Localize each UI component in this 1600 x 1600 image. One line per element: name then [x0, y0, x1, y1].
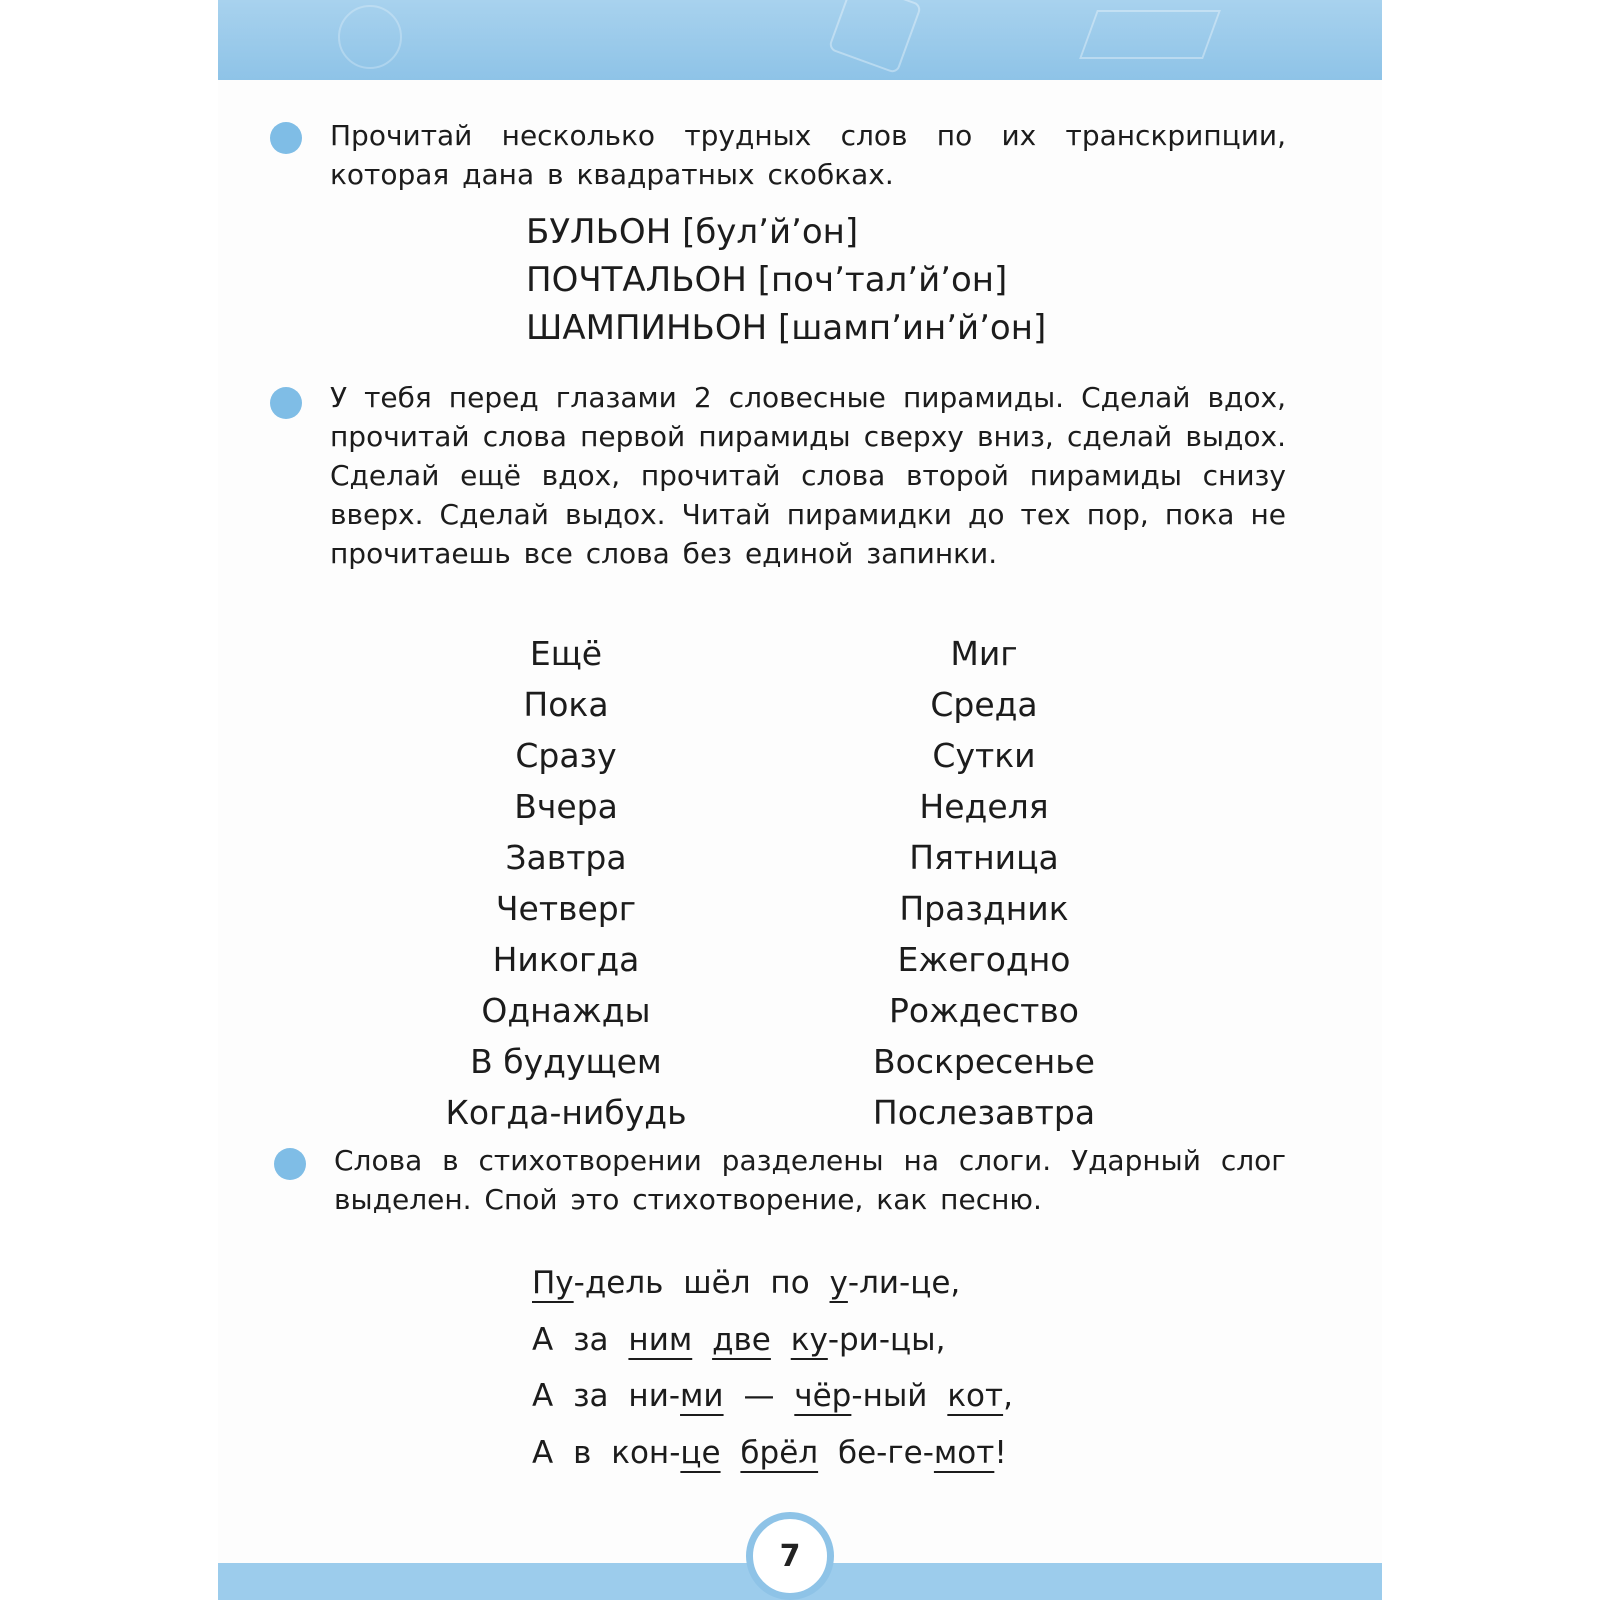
page-number: 7	[746, 1512, 834, 1600]
pyramid-word: Вчера	[514, 787, 618, 826]
pyramid-word: Сутки	[932, 736, 1036, 775]
pyramid-word: Рождество	[889, 991, 1079, 1030]
stressed-syllable: ку	[790, 1321, 828, 1358]
pyramid-word: Однажды	[481, 991, 651, 1030]
stressed-syllable: ми	[680, 1378, 724, 1414]
poem-word	[740, 1435, 818, 1471]
task1-instruction: Прочитай несколько трудных слов по их транскрипции, которая дана в квадратных скобках.	[330, 119, 1286, 191]
bullet-dot-task2	[270, 387, 302, 419]
poem-word	[712, 1322, 771, 1358]
task3-instruction: Слова в стихотворении разделены на слоги. Ударный слог выделен. Спой это стихотворение, как песню.	[334, 1144, 1286, 1216]
stressed-syllable: мот	[933, 1434, 995, 1471]
poem-line	[532, 1368, 1013, 1425]
stressed-syllable: кот	[947, 1378, 1004, 1414]
stressed-syllable: чёр	[794, 1378, 852, 1414]
poem-word: у-ли-це,	[829, 1265, 961, 1301]
poem-word: А	[532, 1378, 554, 1414]
textbook-page	[218, 0, 1382, 1600]
bullet-dot-task1	[270, 122, 302, 154]
poem	[532, 1255, 1013, 1481]
pyramid-word: Никогда	[492, 940, 640, 979]
poem-word: Пу-дель	[532, 1265, 664, 1301]
pyramid-word: Послезавтра	[872, 1093, 1096, 1132]
pyramid-word: Когда-нибудь	[445, 1093, 687, 1132]
stressed-syllable: две	[712, 1321, 771, 1358]
transcription-word: ПОЧТАЛЬОН [поч’тал’й’он]	[526, 260, 1008, 300]
stressed-syllable: у	[829, 1265, 848, 1301]
poem-line	[532, 1425, 1013, 1482]
poem-word: А	[532, 1321, 554, 1358]
transcription-word: БУЛЬОН [бул’й’он]	[526, 212, 859, 252]
pyramid-word: Пятница	[909, 838, 1059, 877]
pyramid-word: Среда	[930, 685, 1038, 724]
poem-word: за	[573, 1378, 609, 1414]
poem-word: ни-ми	[628, 1378, 724, 1414]
pyramid-word: В будущем	[470, 1042, 662, 1081]
poem-word: чёр-ный	[794, 1378, 928, 1414]
pyramid-word: Миг	[950, 634, 1018, 673]
poem-word: по	[770, 1265, 810, 1301]
pyramid-word: Четверг	[495, 889, 637, 928]
transcription-list	[526, 208, 1046, 352]
poem-word: шёл	[683, 1265, 751, 1301]
bullet-dot-task3	[274, 1148, 306, 1180]
stressed-syllable: це	[680, 1434, 721, 1471]
poem-word: за	[573, 1321, 609, 1358]
word-pyramid-left	[366, 628, 766, 1138]
poem-line	[532, 1255, 1013, 1312]
poem-word: кот,	[947, 1378, 1013, 1414]
pyramid-word: Праздник	[899, 889, 1069, 928]
poem-word: в	[573, 1434, 592, 1471]
stressed-syllable: ним	[628, 1321, 693, 1358]
stressed-syllable: Пу	[532, 1265, 574, 1301]
pyramid-word: Ещё	[529, 634, 603, 673]
poem-word	[628, 1322, 692, 1358]
pyramid-word: Сразу	[515, 736, 617, 775]
poem-word: ку-ри-цы,	[790, 1321, 946, 1358]
pyramid-word: Воскресенье	[873, 1042, 1095, 1081]
pyramid-word: Завтра	[505, 838, 627, 877]
transcription-word: ШАМПИНЬОН [шамп’ин’й’он]	[526, 308, 1047, 348]
task2-instruction: У тебя перед глазами 2 словесные пирамиды. Сделай вдох, прочитай слова первой пирамиды сверху вниз, сделай выдох. Сделай ещё вдох, прочитай слова второй пирамиды снизу вверх. Сделай выдох. Читай пирамидки до тех пор, пока не прочитаешь все слова без единой запинки.	[330, 381, 1286, 570]
pyramid-word: Пока	[523, 685, 609, 724]
decor-shape	[828, 0, 923, 74]
poem-word: А	[532, 1434, 554, 1471]
decor-circle	[338, 5, 402, 69]
poem-line	[532, 1312, 1013, 1369]
pyramid-word: Ежегодно	[897, 940, 1071, 979]
header-band	[218, 0, 1382, 80]
word-pyramid-right	[784, 628, 1184, 1138]
poem-word: —	[743, 1378, 775, 1414]
poem-word: бе-ге-мот!	[837, 1434, 1007, 1471]
pyramid-word: Неделя	[919, 787, 1049, 826]
decor-book-icon	[1079, 10, 1221, 59]
poem-word: кон-це	[611, 1434, 721, 1471]
stressed-syllable: брёл	[740, 1434, 819, 1471]
